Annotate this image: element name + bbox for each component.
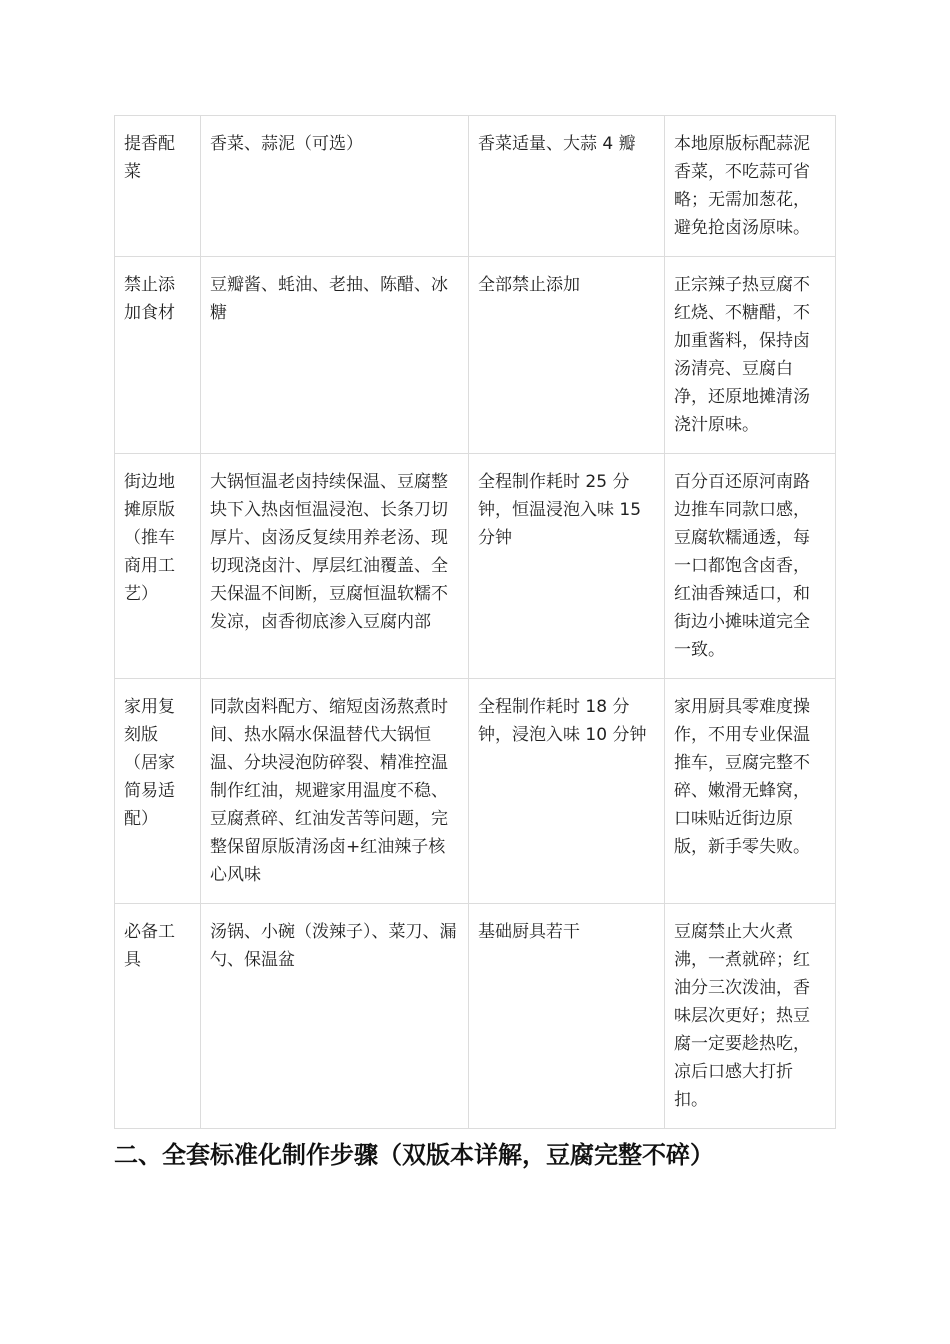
row-category-cell: 街边地摊原版（推车商用工艺） xyxy=(115,454,201,679)
row-amount-cell: 全程制作耗时 18 分钟，浸泡入味 10 分钟 xyxy=(469,679,665,904)
row-note-cell: 本地原版标配蒜泥香菜，不吃蒜可省略；无需加葱花，避免抢卤汤原味。 xyxy=(665,116,836,257)
ingredient-table xyxy=(114,115,836,1129)
row-category-cell: 禁止添加食材 xyxy=(115,257,201,454)
row-items-cell: 同款卤料配方、缩短卤汤熬煮时间、热水隔水保温替代大锅恒温、分块浸泡防碎裂、精准控温制作红油，规避家用温度不稳、豆腐煮碎、红油发苦等问题，完整保留原版清汤卤+红油辣子核心风味 xyxy=(201,679,469,904)
row-items-cell: 香菜、蒜泥（可选） xyxy=(201,116,469,257)
table-row xyxy=(115,116,836,257)
row-note-cell: 豆腐禁止大火煮沸，一煮就碎；红油分三次泼油，香味层次更好；热豆腐一定要趁热吃，凉后口感大打折扣。 xyxy=(665,904,836,1129)
row-category-cell: 必备工具 xyxy=(115,904,201,1129)
table-row xyxy=(115,904,836,1129)
row-note-cell: 正宗辣子热豆腐不红烧、不糖醋，不加重酱料，保持卤汤清亮、豆腐白净，还原地摊清汤浇汁原味。 xyxy=(665,257,836,454)
row-items-cell: 豆瓣酱、蚝油、老抽、陈醋、冰糖 xyxy=(201,257,469,454)
table-row xyxy=(115,257,836,454)
table-row xyxy=(115,454,836,679)
row-category-cell: 家用复刻版（居家简易适配） xyxy=(115,679,201,904)
row-amount-cell: 香菜适量、大蒜 4 瓣 xyxy=(469,116,665,257)
row-items-cell: 汤锅、小碗（泼辣子）、菜刀、漏勺、保温盆 xyxy=(201,904,469,1129)
section-heading: 二、全套标准化制作步骤（双版本详解，豆腐完整不碎） xyxy=(114,1141,714,1169)
table-row xyxy=(115,679,836,904)
row-note-cell: 家用厨具零难度操作，不用专业保温推车，豆腐完整不碎、嫩滑无蜂窝，口味贴近街边原版，新手零失败。 xyxy=(665,679,836,904)
row-amount-cell: 基础厨具若干 xyxy=(469,904,665,1129)
row-note-cell: 百分百还原河南路边推车同款口感，豆腐软糯通透，每一口都饱含卤香，红油香辣适口，和街边小摊味道完全一致。 xyxy=(665,454,836,679)
row-items-cell: 大锅恒温老卤持续保温、豆腐整块下入热卤恒温浸泡、长条刀切厚片、卤汤反复续用养老汤、现切现浇卤汁、厚层红油覆盖、全天保温不间断，豆腐恒温软糯不发凉，卤香彻底渗入豆腐内部 xyxy=(201,454,469,679)
row-amount-cell: 全程制作耗时 25 分钟，恒温浸泡入味 15 分钟 xyxy=(469,454,665,679)
row-amount-cell: 全部禁止添加 xyxy=(469,257,665,454)
row-category-cell: 提香配菜 xyxy=(115,116,201,257)
